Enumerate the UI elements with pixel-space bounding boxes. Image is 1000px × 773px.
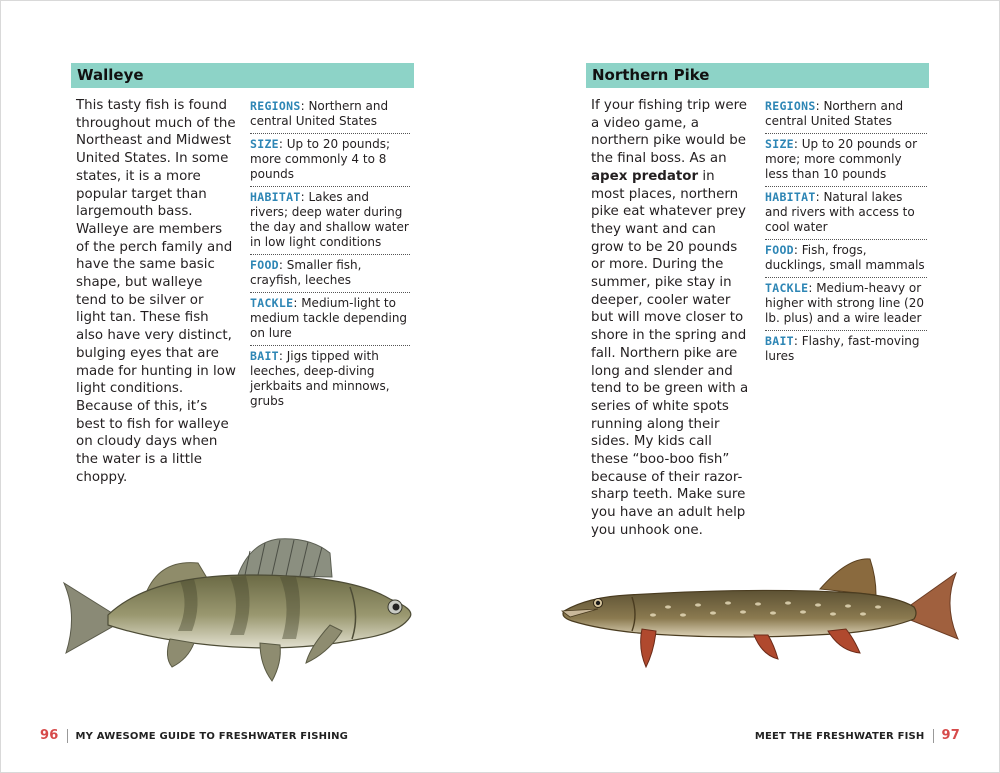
fact-value: Northern and central United States bbox=[765, 99, 904, 128]
footer-divider bbox=[67, 729, 68, 743]
fact-key: SIZE bbox=[250, 137, 279, 151]
fact-key: BAIT bbox=[765, 334, 794, 348]
pike-header bbox=[586, 63, 929, 88]
right-footer-text: MEET THE FRESHWATER FISH bbox=[754, 731, 925, 742]
walleye-header bbox=[71, 63, 414, 88]
fact-key: FOOD bbox=[765, 243, 794, 257]
walleye-fact-regions: REGIONS: Northern and central United States bbox=[250, 96, 410, 134]
fact-value: Fish, frogs, ducklings, small mammals bbox=[765, 243, 925, 272]
fact-key: TACKLE bbox=[250, 296, 294, 310]
fact-value: Up to 20 pounds; more commonly 4 to 8 pounds bbox=[250, 137, 391, 181]
left-footer bbox=[40, 728, 348, 743]
fact-key: HABITAT bbox=[765, 190, 816, 204]
walleye-fact-tackle: TACKLE: Medium-light to medium tackle depending on lure bbox=[250, 293, 410, 346]
fact-key: REGIONS bbox=[765, 99, 816, 113]
fact-value: Up to 20 pounds or more; more commonly less than 10 pounds bbox=[765, 137, 918, 181]
right-footer bbox=[755, 728, 960, 743]
fact-key: TACKLE bbox=[765, 281, 809, 295]
left-page-number: 96 bbox=[40, 728, 59, 743]
footer-divider bbox=[933, 729, 934, 743]
fact-value: Medium-light to medium tackle depending on lure bbox=[250, 296, 408, 340]
left-footer-text: MY AWESOME GUIDE TO FRESHWATER FISHING bbox=[75, 731, 349, 742]
fact-key: SIZE bbox=[765, 137, 794, 151]
pike-fact-habitat: HABITAT: Natural lakes and rivers with access to cool water bbox=[765, 187, 927, 240]
pike-fact-bait: BAIT: Flashy, fast-moving lures bbox=[765, 334, 920, 363]
walleye-fact-size: SIZE: Up to 20 pounds; more commonly 4 to 8 pounds bbox=[250, 134, 410, 187]
fact-key: BAIT bbox=[250, 349, 279, 363]
fact-value: Natural lakes and rivers with access to cool water bbox=[765, 190, 915, 234]
right-page-number: 97 bbox=[941, 728, 960, 743]
fact-value: Northern and central United States bbox=[250, 99, 389, 128]
pike-body-before: If your fishing trip were a video game, a northern pike would be the final boss. As an bbox=[591, 98, 748, 167]
fact-value: Smaller fish, crayfish, leeches bbox=[250, 258, 362, 287]
pike-body-bold: apex predator bbox=[591, 168, 699, 184]
fact-value: Medium-heavy or higher with strong line (20 lb. plus) and a wire leader bbox=[765, 281, 924, 325]
walleye-fact-habitat: HABITAT: Lakes and rivers; deep water during the day and shallow water in low light conditions bbox=[250, 187, 410, 255]
pike-fact-food: FOOD: Fish, frogs, ducklings, small mammals bbox=[765, 240, 927, 278]
pike-fact-tackle: TACKLE: Medium-heavy or higher with strong line (20 lb. plus) and a wire leader bbox=[765, 278, 927, 331]
pike-fact-size: SIZE: Up to 20 pounds or more; more commonly less than 10 pounds bbox=[765, 134, 927, 187]
fact-key: HABITAT bbox=[250, 190, 301, 204]
fact-key: FOOD bbox=[250, 258, 279, 272]
walleye-illustration bbox=[60, 535, 420, 685]
pike-title: Northern Pike bbox=[592, 66, 710, 84]
fact-value: Jigs tipped with leeches, deep-diving jerkbaits and minnows, grubs bbox=[250, 349, 390, 408]
fact-value: Lakes and rivers; deep water during the day and shallow water in low light conditions bbox=[250, 190, 409, 249]
walleye-facts bbox=[250, 96, 410, 413]
walleye-fact-food: FOOD: Smaller fish, crayfish, leeches bbox=[250, 255, 410, 293]
pike-facts bbox=[765, 96, 927, 368]
walleye-body: This tasty fish is found throughout much of the Northeast and Midwest United States. In some states, it is a more popular target than largemouth bass. Walleye are members of the perch family and have the same basic shape, but walleye tend to be silver or light tan. These fish also have very distinct, bulging eyes that are made for hunting in low light conditions. Because of this, it’s best to fish for walleye on cloudy days when the water is a little choppy. bbox=[76, 98, 236, 485]
fact-key: REGIONS bbox=[250, 99, 301, 113]
pike-body-after: in most places, northern pike eat whatever prey they want and can grow to be 20 pounds or more. During the summer, pike stay in deeper, cooler water but will move closer to shore in the spring and fall. Northern pike are long and slender and tend to be green with a series of white spots running along their sides. My kids call these “boo-boo fish” because of their razor-sharp teeth. Make sure you have an adult help you unhook one. bbox=[591, 168, 749, 538]
walleye-fact-bait: BAIT: Jigs tipped with leeches, deep-diving jerkbaits and minnows, grubs bbox=[250, 349, 390, 408]
walleye-title: Walleye bbox=[77, 66, 144, 84]
pike-body bbox=[591, 97, 751, 540]
pike-fact-regions: REGIONS: Northern and central United States bbox=[765, 96, 927, 134]
fact-value: Flashy, fast-moving lures bbox=[765, 334, 920, 363]
northern-pike-illustration bbox=[558, 555, 968, 675]
